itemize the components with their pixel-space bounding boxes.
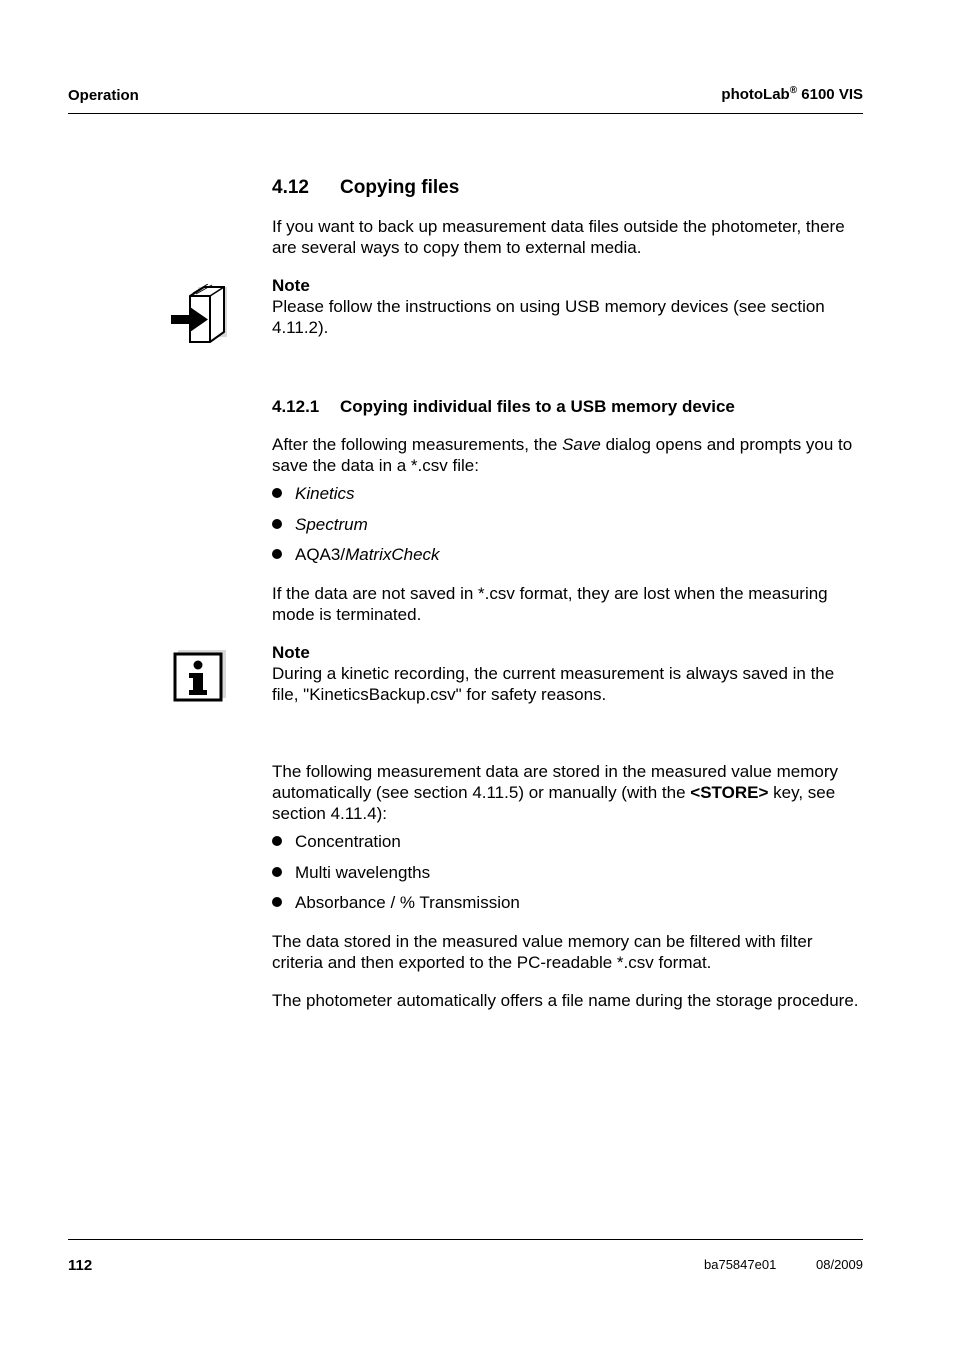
product-name: photoLab (721, 86, 790, 103)
list-item (272, 514, 368, 535)
bullet-icon (272, 897, 282, 907)
header-section: Operation (68, 87, 139, 104)
product-model: 6100 VIS (797, 86, 863, 103)
bullet-icon (272, 488, 282, 498)
list-item (272, 892, 520, 913)
bullet-icon (272, 549, 282, 559)
list-item (272, 483, 355, 504)
memory-paragraph (272, 761, 864, 824)
list-item-text: Kinetics (295, 484, 355, 503)
list-item-text: AQA3/ (295, 545, 346, 564)
section-title: Copying individual files to a USB memory device (340, 397, 735, 416)
page-number: 112 (68, 1257, 93, 1274)
text-run: The following measurement data are stored in the measured value memory automatically (see section 4.11.5) or manually (with the (272, 762, 839, 802)
footer-rule (68, 1239, 863, 1240)
list-item-text: MatrixCheck (345, 545, 440, 564)
bullet-icon (272, 867, 282, 877)
section-title: Copying files (340, 177, 460, 198)
document-id: ba75847e01 (704, 1257, 777, 1272)
note-label: Note (272, 643, 310, 662)
save-dialog-paragraph (272, 434, 864, 476)
section-number: 4.12 (272, 177, 309, 198)
header-product (721, 85, 863, 103)
text-run: key, see section 4.11.4): (272, 783, 836, 823)
store-key-label: <STORE> (690, 783, 769, 802)
text-run: After the following measurements, the (272, 435, 563, 454)
list-item (272, 862, 430, 883)
text-run: dialog opens and prompts you to save the data in a *.csv file: (272, 435, 853, 475)
data-lost-paragraph: If the data are not saved in *.csv format, they are lost when the measuring mode is terminated. (272, 584, 828, 624)
registered-mark: ® (789, 85, 798, 96)
section-heading-4-12 (272, 177, 459, 199)
list-item-text: Concentration (295, 832, 401, 851)
note-label: Note (272, 276, 310, 295)
note-block-usb (272, 275, 864, 338)
intro-paragraph: If you want to back up measurement data files outside the photometer, there are several ways to copy them to external media. (272, 217, 845, 257)
info-icon (172, 648, 228, 702)
header-rule (68, 113, 863, 114)
filename-paragraph: The photometer automatically offers a file name during the storage procedure. (272, 991, 859, 1010)
note-text: During a kinetic recording, the current measurement is always saved in the file, "KineticsBackup.csv" for safety reasons. (272, 664, 835, 704)
document-date: 08/2009 (816, 1257, 863, 1272)
section-number: 4.12.1 (272, 397, 320, 416)
list-item (272, 831, 401, 852)
list-item (272, 544, 440, 565)
bullet-icon (272, 519, 282, 529)
list-item-text: Absorbance / % Transmission (295, 893, 520, 912)
note-block-kinetics (272, 642, 864, 705)
filter-paragraph: The data stored in the measured value memory can be filtered with filter criteria and then exported to the PC-readable *.csv format. (272, 932, 813, 972)
bullet-icon (272, 836, 282, 846)
list-item-text: Multi wavelengths (295, 863, 431, 882)
list-item-text: Spectrum (295, 515, 368, 534)
note-text: Please follow the instructions on using USB memory devices (see section 4.11.2). (272, 297, 825, 337)
save-dialog-name: Save (562, 435, 601, 454)
section-heading-4-12-1 (272, 397, 735, 417)
book-arrow-icon (168, 284, 230, 348)
